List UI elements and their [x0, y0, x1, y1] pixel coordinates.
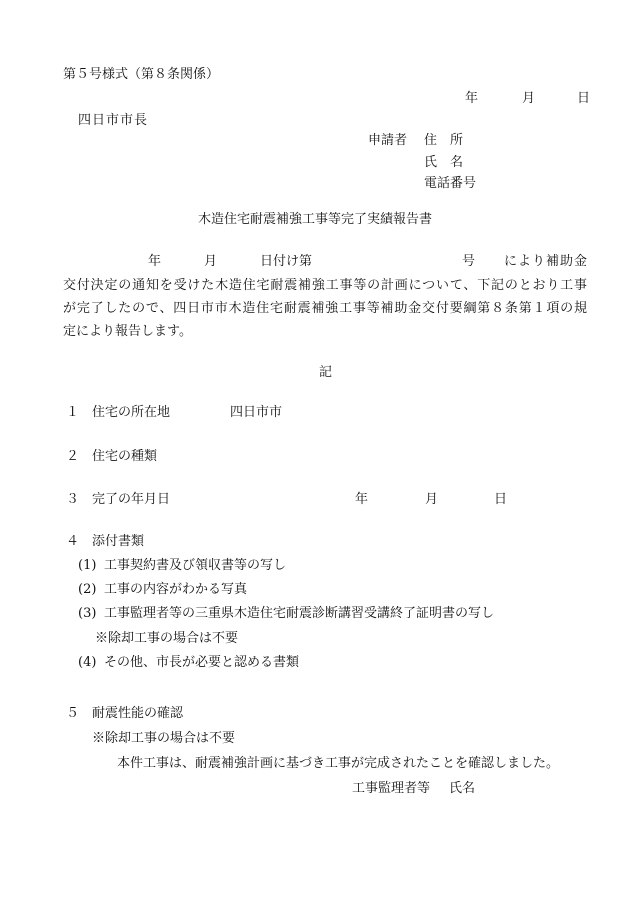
- item4-note: ※除却工事の場合は不要: [95, 631, 239, 646]
- body-month: 月: [204, 254, 218, 269]
- item5-label: 耐震性能の確認: [92, 706, 184, 721]
- item4-number: ４: [66, 534, 80, 549]
- applicant-address-label: 住 所: [424, 133, 464, 148]
- applicant-name-label: 氏 名: [424, 155, 464, 170]
- item4-label: 添付書類: [92, 534, 145, 549]
- date-day-label: 日: [577, 91, 591, 106]
- supervisor-label: 工事監理者等: [352, 781, 431, 796]
- item3-month: 月: [425, 492, 439, 507]
- form-label: 第５号様式（第８条関係）: [63, 67, 220, 82]
- applicant-phone-label: 電話番号: [424, 176, 477, 191]
- applicant-label: 申請者: [368, 133, 408, 148]
- document-title: 木造住宅耐震補強工事等完了実績報告書: [197, 212, 432, 227]
- item2-number: ２: [66, 449, 80, 464]
- item1-label: 住宅の所在地: [92, 405, 171, 420]
- item3-year: 年: [355, 492, 369, 507]
- item5-confirm: 本件工事は、耐震補強計画に基づき工事が完成されたことを確認しました。: [117, 756, 560, 771]
- body-tail: により補助金: [504, 254, 589, 269]
- item1-value: 四日市市: [230, 405, 283, 420]
- body-line-3: が完了したので、四日市市木造住宅耐震補強工事等補助金交付要綱第８条第１項の規: [63, 301, 587, 316]
- item3-label: 完了の年月日: [92, 492, 171, 507]
- ki-heading: 記: [319, 365, 333, 380]
- item4-sub2-text: 工事の内容がわかる写真: [104, 582, 248, 597]
- item4-sub3-text: 工事監理者等の三重県木造住宅耐震診断講習受講終了証明書の写し: [104, 606, 495, 621]
- date-month-label: 月: [522, 91, 536, 106]
- item5-number: ５: [66, 706, 80, 721]
- body-line-2: 交付決定の通知を受けた木造住宅耐震補強工事等の計画について、下記のとおり工事: [63, 278, 587, 293]
- body-year: 年: [148, 254, 162, 269]
- item3-number: ３: [66, 492, 80, 507]
- body-day-ref: 日付け第: [260, 254, 313, 269]
- item4-sub1-number: (1): [78, 558, 97, 573]
- supervisor-name-label: 氏名: [449, 781, 476, 796]
- addressee: 四日市市長: [78, 113, 149, 128]
- item5-note: ※除却工事の場合は不要: [92, 731, 236, 746]
- date-year-label: 年: [465, 91, 479, 106]
- item3-day: 日: [494, 492, 508, 507]
- item4-sub4-number: (4): [78, 655, 97, 670]
- item4-sub4-text: その他、市長が必要と認める書類: [104, 655, 300, 670]
- item2-label: 住宅の種類: [92, 449, 158, 464]
- body-line-4: 定により報告します。: [63, 324, 192, 339]
- item4-sub1-text: 工事契約書及び領収書等の写し: [104, 558, 287, 573]
- body-number: 号: [462, 254, 476, 269]
- item4-sub3-number: (3): [78, 606, 97, 621]
- item1-number: １: [66, 405, 80, 420]
- item4-sub2-number: (2): [78, 582, 97, 597]
